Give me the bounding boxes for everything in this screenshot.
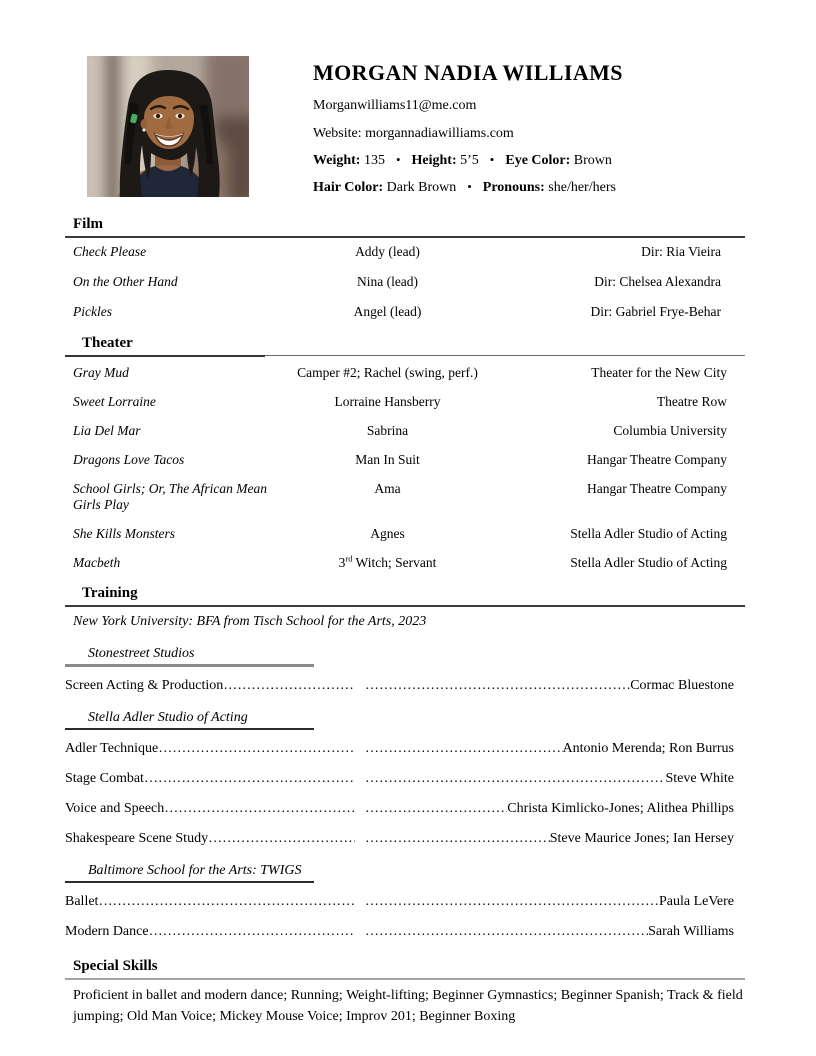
theater-row bbox=[65, 555, 745, 571]
training-section bbox=[0, 584, 816, 940]
instructor-name: Steve White bbox=[665, 771, 734, 786]
film-row bbox=[65, 274, 745, 290]
course-name: Shakespeare Scene Study bbox=[65, 831, 209, 846]
theater-title: School Girls; Or, The African Mean Girls Play bbox=[73, 481, 267, 512]
training-group bbox=[0, 646, 816, 694]
course-list bbox=[0, 730, 816, 847]
header bbox=[0, 0, 816, 197]
dot-leader bbox=[365, 894, 659, 910]
stats-row-2 bbox=[313, 179, 623, 196]
special-skills-section bbox=[0, 957, 816, 1027]
weight-label: Weight: bbox=[313, 153, 361, 168]
theater-row bbox=[65, 526, 745, 542]
hair-color-value: Dark Brown bbox=[386, 180, 457, 195]
instructor-name: Paula LeVere bbox=[658, 894, 734, 909]
course-name: Adler Technique bbox=[65, 741, 159, 756]
theater-title: Sweet Lorraine bbox=[73, 394, 156, 409]
course-row bbox=[65, 801, 734, 817]
theater-credit: Stella Adler Studio of Acting bbox=[570, 526, 727, 541]
course-row bbox=[65, 831, 734, 847]
website-text: Website: morgannadiawilliams.com bbox=[313, 126, 514, 141]
dot-leader bbox=[365, 678, 630, 694]
film-row bbox=[65, 304, 745, 320]
film-title: Check Please bbox=[73, 244, 147, 259]
pronouns-value: she/her/hers bbox=[548, 180, 616, 195]
course-list bbox=[0, 883, 816, 940]
film-credit: Dir: Gabriel Frye-Behar bbox=[590, 304, 721, 319]
theater-title: Gray Mud bbox=[73, 365, 129, 380]
theater-role: Sabrina bbox=[366, 423, 409, 438]
film-section bbox=[0, 215, 816, 320]
course-name: Voice and Speech bbox=[65, 801, 165, 816]
theater-role: Camper #2; Rachel (swing, perf.) bbox=[297, 365, 478, 380]
dot-leader bbox=[365, 801, 507, 817]
eye-color-label: Eye Color: bbox=[505, 153, 571, 168]
course-name: Modern Dance bbox=[65, 924, 149, 939]
height-value: 5’5 bbox=[460, 153, 479, 168]
theater-credit: Hangar Theatre Company bbox=[587, 481, 727, 496]
bullet-separator: • bbox=[395, 152, 401, 167]
ordinal-superscript: rd bbox=[345, 554, 353, 564]
theater-credit: Theatre Row bbox=[656, 394, 727, 409]
special-skills-text: Proficient in ballet and modern dance; Running; Weight-lifting; Beginner Gymnastics; Beginner Spanish; Track & field jumping; Old Man Voice; Mickey Mouse Voice; Improv 201; Beginner Boxing bbox=[73, 988, 743, 1024]
theater-title: Macbeth bbox=[73, 555, 121, 570]
instructor-name: Antonio Merenda; Ron Burrus bbox=[562, 741, 734, 756]
dot-leader bbox=[149, 924, 355, 940]
theater-role: Agnes bbox=[370, 526, 405, 541]
dot-leader bbox=[208, 831, 355, 847]
theater-role: Man In Suit bbox=[355, 452, 420, 467]
theater-role: 3rd Witch; Servant bbox=[338, 554, 437, 570]
theater-credit: Stella Adler Studio of Acting bbox=[570, 555, 727, 570]
special-skills-heading-rule bbox=[65, 957, 745, 980]
theater-title: She Kills Monsters bbox=[73, 526, 176, 541]
dot-leader bbox=[223, 678, 355, 694]
bullet-separator: • bbox=[467, 179, 472, 194]
course-row bbox=[65, 771, 734, 787]
theater-credit: Columbia University bbox=[613, 423, 727, 438]
school-name: Stonestreet Studios bbox=[65, 646, 314, 667]
dot-leader bbox=[98, 894, 355, 910]
film-title: On the Other Hand bbox=[73, 274, 178, 289]
theater-row bbox=[65, 423, 745, 439]
film-title: Pickles bbox=[73, 304, 112, 319]
header-text bbox=[313, 56, 623, 197]
page-title: MORGAN NADIA WILLIAMS bbox=[313, 60, 623, 85]
theater-row bbox=[65, 452, 745, 468]
theater-credit: Theater for the New City bbox=[591, 365, 727, 380]
course-row bbox=[65, 894, 734, 910]
theater-title: Lia Del Mar bbox=[73, 423, 141, 438]
course-name: Ballet bbox=[65, 894, 99, 909]
theater-heading-rule bbox=[65, 334, 745, 356]
theater-role: Lorraine Hansberry bbox=[334, 394, 441, 409]
dot-leader bbox=[365, 771, 665, 787]
instructor-name: Steve Maurice Jones; Ian Hersey bbox=[549, 831, 734, 846]
pronouns-label: Pronouns: bbox=[482, 180, 545, 195]
theater-table bbox=[65, 356, 745, 571]
dot-leader bbox=[144, 771, 355, 787]
dot-leader bbox=[365, 924, 648, 940]
instructor-name: Sarah Williams bbox=[648, 924, 734, 939]
theater-heading: Theater bbox=[82, 335, 133, 351]
film-credit: Dir: Chelsea Alexandra bbox=[594, 274, 721, 289]
training-group bbox=[0, 710, 816, 847]
film-table bbox=[65, 238, 745, 320]
theater-row bbox=[65, 481, 745, 513]
theater-role: Ama bbox=[374, 481, 401, 496]
hair-color-label: Hair Color: bbox=[313, 180, 384, 195]
email-text: Morganwilliams11@me.com bbox=[313, 98, 477, 113]
theater-title: Dragons Love Tacos bbox=[73, 452, 185, 467]
dot-leader bbox=[365, 831, 550, 847]
theater-credit: Hangar Theatre Company bbox=[587, 452, 727, 467]
training-group bbox=[0, 863, 816, 940]
weight-value: 135 bbox=[363, 153, 385, 168]
course-list bbox=[0, 667, 816, 694]
course-row bbox=[65, 924, 734, 940]
stats-row-1 bbox=[313, 152, 623, 169]
theater-row bbox=[65, 394, 745, 410]
special-skills-heading: Special Skills bbox=[73, 958, 158, 974]
course-name: Screen Acting & Production bbox=[65, 678, 224, 693]
film-role: Nina (lead) bbox=[356, 274, 419, 289]
dot-leader bbox=[164, 801, 355, 817]
theater-section bbox=[0, 334, 816, 571]
bullet-separator: • bbox=[489, 152, 495, 167]
headshot-photo bbox=[87, 56, 249, 197]
instructor-name: Cormac Bluestone bbox=[630, 678, 734, 693]
film-credit: Dir: Ria Vieira bbox=[641, 244, 721, 259]
film-row bbox=[65, 244, 745, 260]
height-label: Height: bbox=[411, 153, 457, 168]
film-role: Angel (lead) bbox=[353, 304, 422, 319]
film-role: Addy (lead) bbox=[355, 244, 420, 259]
dot-leader bbox=[158, 741, 355, 757]
training-heading-rule bbox=[65, 584, 745, 607]
film-heading: Film bbox=[73, 216, 103, 232]
education-line: New York University: BFA from Tisch School for the Arts, 2023 bbox=[73, 614, 427, 629]
school-name: Stella Adler Studio of Acting bbox=[65, 710, 314, 730]
course-row bbox=[65, 678, 734, 694]
course-name: Stage Combat bbox=[65, 771, 144, 786]
dot-leader bbox=[365, 741, 563, 757]
film-heading-rule bbox=[65, 215, 745, 238]
training-heading: Training bbox=[82, 585, 138, 601]
eye-color-value: Brown bbox=[573, 153, 612, 168]
course-row bbox=[65, 741, 734, 757]
instructor-name: Christa Kimlicko-Jones; Alithea Phillips bbox=[507, 801, 734, 816]
theater-row bbox=[65, 365, 745, 381]
school-name: Baltimore School for the Arts: TWIGS bbox=[65, 863, 314, 883]
